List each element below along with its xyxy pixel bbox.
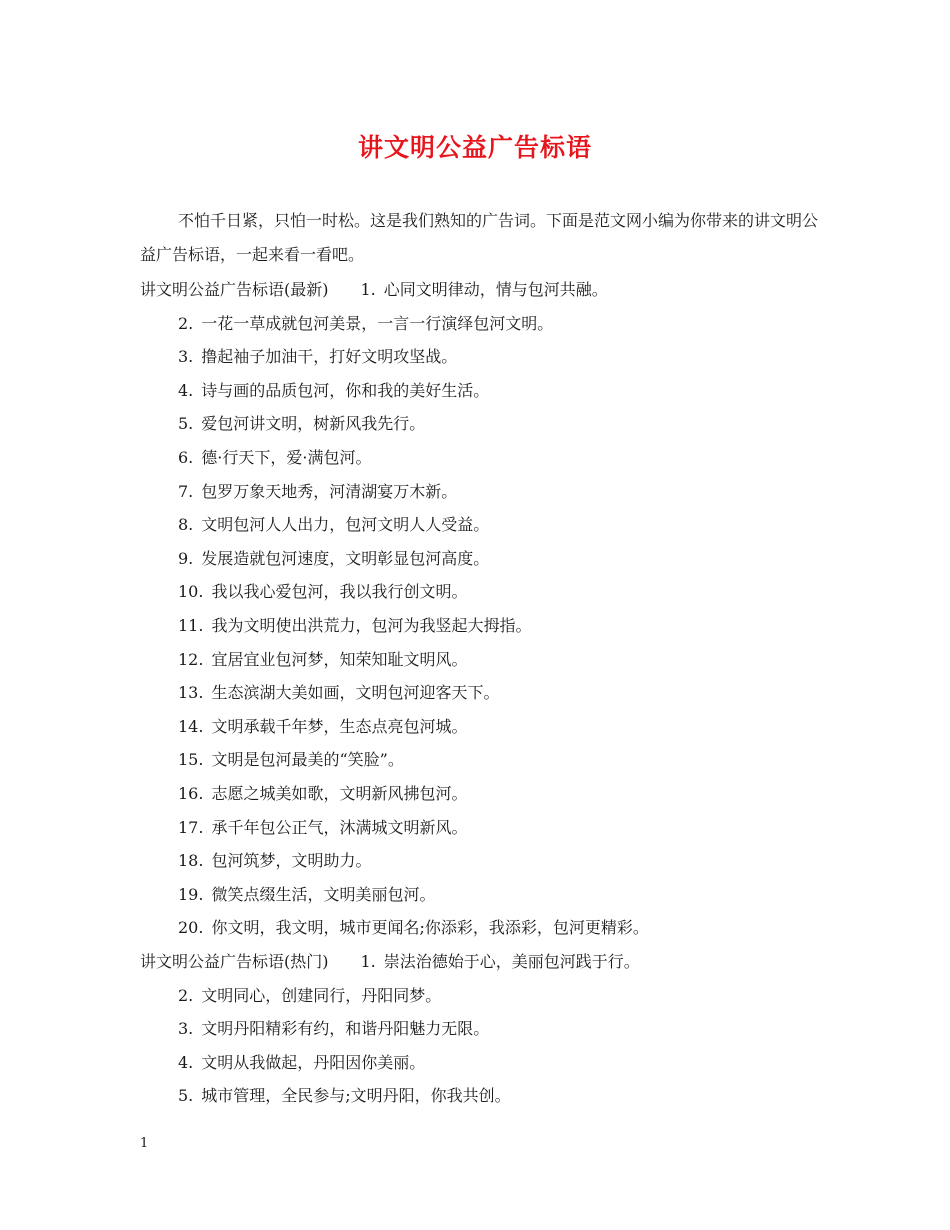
slogan-text: 文明包河人人出力，包河文明人人受益。 bbox=[201, 515, 490, 535]
slogan-number: 7. bbox=[178, 481, 194, 501]
slogan-text: 心同文明律动，情与包河共融。 bbox=[383, 280, 608, 299]
section-heading: 讲文明公益广告标语(热门) bbox=[140, 952, 329, 971]
slogan-text: 我以我心爱包河，我以我行创文明。 bbox=[211, 582, 468, 602]
slogan-number: 9. bbox=[178, 548, 194, 568]
document-title: 讲文明公益广告标语 bbox=[357, 133, 592, 162]
slogan-text: 我为文明使出洪荒力，包河为我竖起大拇指。 bbox=[211, 616, 532, 635]
slogan-item bbox=[178, 818, 467, 838]
section-heading-line bbox=[140, 280, 608, 300]
slogan-item bbox=[178, 784, 467, 804]
slogan-text: 发展造就包河速度，文明彰显包河高度。 bbox=[201, 548, 490, 568]
slogan-number: 6. bbox=[178, 448, 194, 467]
slogan-number: 3. bbox=[178, 1019, 194, 1039]
slogan-item bbox=[178, 482, 457, 502]
slogan-text: 撸起袖子加油干，打好文明攻坚战。 bbox=[201, 347, 458, 367]
slogan-number: 13. bbox=[178, 683, 204, 703]
slogan-number: 10. bbox=[178, 582, 204, 602]
slogan-item bbox=[178, 650, 467, 670]
slogan-number: 5. bbox=[178, 1086, 194, 1106]
slogan-text: 文明丹阳精彩有约，和谐丹阳魅力无限。 bbox=[201, 1019, 490, 1039]
slogan-number: 19. bbox=[178, 884, 204, 904]
section-heading-line bbox=[140, 952, 640, 972]
slogan-item bbox=[178, 885, 435, 905]
slogan-item bbox=[178, 314, 553, 334]
slogan-number: 3. bbox=[178, 347, 194, 367]
slogan-text: 城市管理，全民参与;文明丹阳，你我共创。 bbox=[201, 1086, 511, 1106]
slogan-text: 生态滨湖大美如画，文明包河迎客天下。 bbox=[211, 683, 500, 703]
slogan-text: 一花一草成就包河美景，一言一行演绎包河文明。 bbox=[201, 313, 554, 333]
slogan-text: 志愿之城美如歌，文明新风拂包河。 bbox=[211, 784, 468, 803]
slogan-text: 诗与画的品质包河，你和我的美好生活。 bbox=[201, 380, 490, 400]
slogan-item bbox=[178, 616, 531, 636]
slogan-item bbox=[178, 750, 404, 770]
slogan-item bbox=[178, 582, 467, 602]
slogan-text: 文明从我做起，丹阳因你美丽。 bbox=[201, 1052, 426, 1072]
slogan-text: 文明承载千年梦，生态点亮包河城。 bbox=[211, 716, 468, 736]
slogan-item bbox=[178, 515, 489, 535]
slogan-number: 16. bbox=[178, 784, 204, 803]
slogan-number: 15. bbox=[178, 750, 204, 770]
slogan-number: 8. bbox=[178, 515, 194, 535]
slogan-text: 爱包河讲文明，树新风我先行。 bbox=[201, 414, 426, 434]
slogan-text: 微笑点缀生活，文明美丽包河。 bbox=[211, 884, 436, 904]
slogan-number: 4. bbox=[178, 380, 194, 400]
slogan-item bbox=[178, 549, 489, 569]
slogan-number: 2. bbox=[178, 313, 194, 333]
slogan-number: 5. bbox=[178, 414, 194, 434]
slogan-item bbox=[178, 381, 489, 401]
slogan-item bbox=[178, 851, 371, 871]
slogan-item bbox=[178, 1019, 489, 1039]
slogan-number: 2. bbox=[178, 985, 194, 1005]
slogan-item bbox=[178, 986, 441, 1006]
slogan-number: 14. bbox=[178, 716, 204, 736]
slogan-number: 1. bbox=[360, 280, 376, 299]
slogan-item bbox=[178, 414, 425, 434]
slogan-text: 你文明，我文明，城市更闻名;你添彩，我添彩，包河更精彩。 bbox=[211, 918, 649, 938]
slogan-item bbox=[178, 448, 371, 468]
slogan-text: 包河筑梦，文明助力。 bbox=[211, 851, 372, 871]
slogan-text: 宜居宜业包河梦，知荣知耻文明风。 bbox=[211, 649, 468, 669]
slogan-number: 12. bbox=[178, 649, 204, 669]
slogan-text: 承千年包公正气，沐满城文明新风。 bbox=[211, 817, 468, 837]
slogan-number: 11. bbox=[178, 616, 204, 635]
slogan-item bbox=[178, 347, 457, 367]
slogan-item bbox=[178, 918, 649, 938]
slogan-item bbox=[178, 1086, 511, 1106]
slogan-item bbox=[178, 1053, 425, 1073]
slogan-number: 18. bbox=[178, 851, 204, 871]
intro-paragraph: 不怕千日紧，只怕一时松。这是我们熟知的广告词。下面是范文网小编为你带来的讲文明公益广告标语，一起来看一看吧。 bbox=[140, 211, 819, 264]
slogan-text: 包罗万象天地秀，河清湖宴万木新。 bbox=[201, 481, 458, 501]
slogan-item bbox=[178, 717, 467, 737]
slogan-text: 德·行天下，爱·满包河。 bbox=[201, 448, 372, 467]
slogan-text: 文明同心，创建同行，丹阳同梦。 bbox=[201, 985, 442, 1005]
section-heading: 讲文明公益广告标语(最新) bbox=[140, 280, 329, 299]
slogan-text: 文明是包河最美的“笑脸”。 bbox=[211, 750, 404, 770]
slogan-number: 17. bbox=[178, 817, 204, 837]
slogan-number: 1. bbox=[360, 952, 376, 971]
page-number: 1 bbox=[140, 1136, 149, 1151]
slogan-number: 20. bbox=[178, 918, 204, 938]
slogan-item bbox=[178, 683, 499, 703]
slogan-number: 4. bbox=[178, 1052, 194, 1072]
slogan-text: 崇法治德始于心，美丽包河践于行。 bbox=[383, 952, 640, 971]
